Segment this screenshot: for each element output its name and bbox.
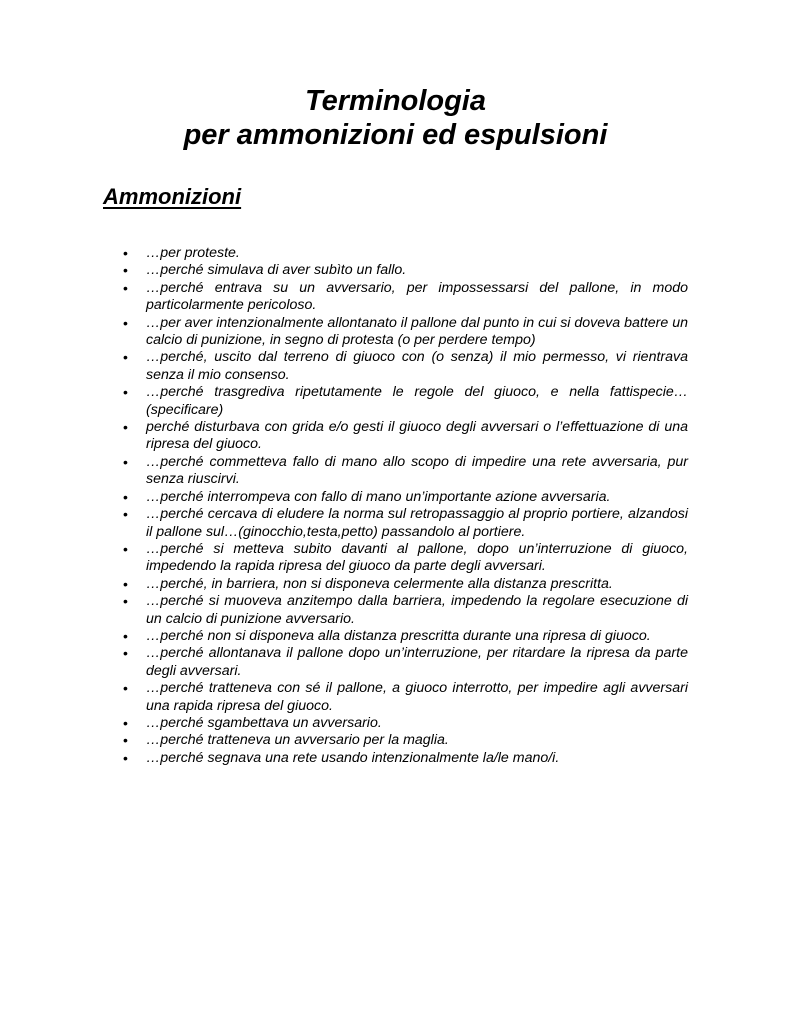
title-line-1: Terminologia xyxy=(305,85,486,117)
bullet-icon: • xyxy=(123,680,128,697)
bullet-icon: • xyxy=(123,645,128,662)
list-item xyxy=(123,314,688,350)
list-item-text: …perché allontanava il pallone dopo un’interruzione, per ritardare la ripresa da parte degli avversari. xyxy=(146,645,688,679)
list-item-text: …perché segnava una rete usando intenzionalmente la/le mano/i. xyxy=(146,749,560,766)
list-item xyxy=(123,349,688,384)
bullet-icon: • xyxy=(123,279,128,296)
list-item xyxy=(123,749,688,767)
list-item-text: …perché, in barriera, non si disponeva celermente alla distanza prescritta. xyxy=(146,575,613,592)
list-item xyxy=(123,593,688,628)
bullet-icon: • xyxy=(123,749,128,766)
list-item-text: …perché sgambettava un avversario. xyxy=(146,714,382,731)
list-item xyxy=(123,506,688,541)
list-item-text: …perché interrompeva con fallo di mano un’importante azione avversaria. xyxy=(146,488,611,505)
list-item-text: …perché, uscito dal terreno di giuoco con (o senza) il mio permesso, vi rientrava senza il mio consenso. xyxy=(146,349,688,383)
bullet-icon: • xyxy=(123,453,128,470)
list-item-text: …perché trasgrediva ripetutamente le regole del giuoco, e nella fattispecie…(specificare) xyxy=(146,384,688,418)
bullet-icon: • xyxy=(123,627,128,644)
bullet-icon: • xyxy=(123,506,128,523)
list-item xyxy=(123,453,688,489)
list-item xyxy=(123,575,688,593)
bullet-icon: • xyxy=(123,714,128,731)
list-item-text: …perché si metteva subito davanti al pallone, dopo un’interruzione di giuoco, impedendo la rapida ripresa del giuoco da parte degli avversari. xyxy=(146,540,688,575)
bullet-icon: • xyxy=(123,575,128,592)
list-item-text: …per proteste. xyxy=(146,245,240,261)
ammonizioni-list xyxy=(123,245,688,767)
bullet-icon: • xyxy=(123,349,128,366)
list-item xyxy=(123,419,688,454)
bullet-icon: • xyxy=(123,245,128,261)
list-item-text: …per aver intenzionalmente allontanato il pallone dal punto in cui si doveva battere un calcio di punizione, in segno di protesta (o per perdere tempo) xyxy=(146,314,688,349)
list-item xyxy=(123,384,688,419)
section-heading-ammonizioni: Ammonizioni xyxy=(103,184,242,209)
list-item xyxy=(123,245,688,262)
list-item xyxy=(123,714,688,732)
list-item-text: …perché entrava su un avversario, per impossessarsi del pallone, in modo particolarmente pericoloso. xyxy=(146,279,688,314)
list-item-text: …perché cercava di eludere la norma sul retropassaggio al proprio portiere, alzandosi il pallone sul…(ginocchio,testa,petto) passandolo al portiere. xyxy=(146,506,688,540)
list-item-text: …perché non si disponeva alla distanza prescritta durante una ripresa di giuoco. xyxy=(146,627,651,644)
list-item xyxy=(123,627,688,645)
list-item-text: …perché tratteneva con sé il pallone, a giuoco interrotto, per impedire agli avversari una rapida ripresa del giuoco. xyxy=(146,680,688,714)
bullet-icon: • xyxy=(123,540,128,557)
title-line-2: per ammonizioni ed espulsioni xyxy=(183,119,608,151)
bullet-icon: • xyxy=(123,419,128,436)
list-item xyxy=(123,680,688,715)
bullet-icon: • xyxy=(123,262,128,279)
list-item-text: …perché simulava di aver subìto un fallo. xyxy=(146,262,407,279)
list-item-text: …perché si muoveva anzitempo dalla barriera, impedendo la regolare esecuzione di un calcio di punizione avversario. xyxy=(146,593,688,627)
list-item xyxy=(123,540,688,576)
page-title xyxy=(0,84,791,152)
bullet-icon: • xyxy=(123,384,128,401)
list-item xyxy=(123,645,688,680)
list-item xyxy=(123,279,688,315)
bullet-icon: • xyxy=(123,488,128,505)
list-item xyxy=(123,262,688,279)
list-item xyxy=(123,732,688,749)
list-item-text: …perché tratteneva un avversario per la maglia. xyxy=(146,732,449,749)
list-item-text: …perché commetteva fallo di mano allo scopo di impedire una rete avversaria, pur senza riuscirvi. xyxy=(146,453,688,488)
bullet-icon: • xyxy=(123,593,128,610)
list-item xyxy=(123,488,688,506)
bullet-icon: • xyxy=(123,732,128,749)
bullet-icon: • xyxy=(123,314,128,331)
list-item-text: perché disturbava con grida e/o gesti il giuoco degli avversari o l’effettuazione di una ripresa del giuoco. xyxy=(146,419,688,453)
